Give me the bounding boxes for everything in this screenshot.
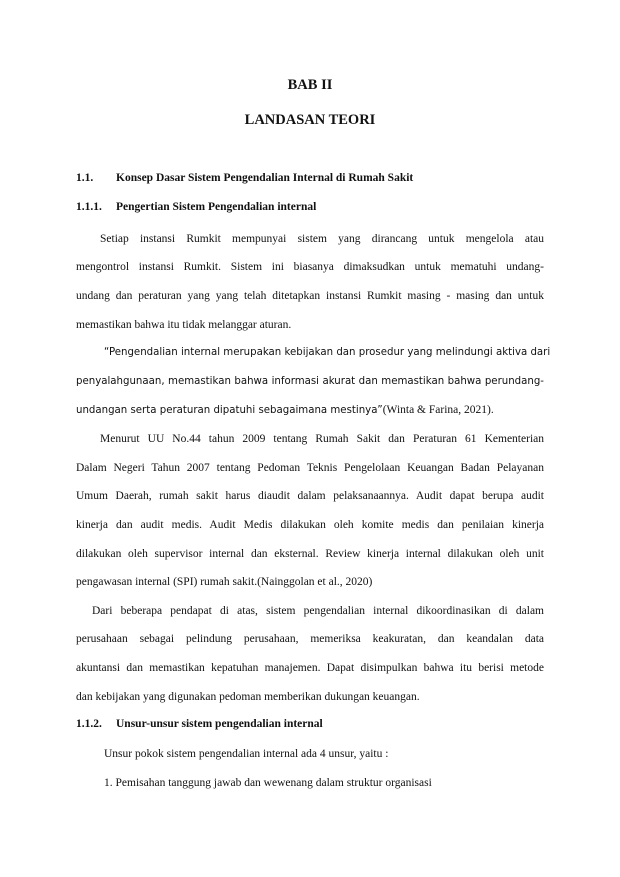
section-heading-1-1-2 [76,718,323,730]
quote-line: penyalahgunaan, memastikan bahwa informasi akurat dan memastikan bahwa perundang- [76,376,544,387]
paragraph-line: kinerja dan audit medis. Audit Medis dilakukan oleh komite medis dan penilaian kinerja [76,519,544,531]
paragraph-line: Setiap instansi Rumkit mempunyai sistem yang dirancang untuk mengelola atau [100,233,544,245]
paragraph-line: Menurut UU No.44 tahun 2009 tentang Rumah Sakit dan Peraturan 61 Kementerian [100,433,544,445]
chapter-number: BAB II [287,77,333,93]
citation: (Winta & Farina, 2021). [382,404,494,416]
paragraph-line: Dalam Negeri Tahun 2007 tentang Pedoman Teknis Pengelolaan Keuangan Badan Pelayanan [76,462,544,474]
list-item: 1. Pemisahan tanggung jawab dan wewenang dalam struktur organisasi [104,777,432,789]
quote-text: undangan serta peraturan dipatuhi sebagaimana mestinya” [76,405,383,416]
quote-line-last [76,403,544,418]
paragraph-line: dan kebijakan yang digunakan pedoman memberikan dukungan keuangan. [76,691,420,703]
paragraph-line: Dari beberapa pendapat di atas, sistem pengendalian internal dikoordinasikan di dalam [92,605,544,617]
section-title: Pengertian Sistem Pengendalian internal [116,201,317,213]
paragraph-line: dilakukan oleh supervisor internal dan eksternal. Review kinerja internal dilakukan oleh unit [76,548,544,560]
paragraph-line: Unsur pokok sistem pengendalian internal ada 4 unsur, yaitu : [104,748,389,760]
paragraph-line: pengawasan internal (SPI) rumah sakit.(Nainggolan et al., 2020) [76,576,373,588]
paragraph-line: akuntansi dan memastikan kepatuhan manajemen. Dapat disimpulkan bahwa itu berisi metode [76,662,544,674]
paragraph-line: memastikan bahwa itu tidak melanggar aturan. [76,319,292,331]
paragraph-line: undang dan peraturan yang yang telah ditetapkan instansi Rumkit masing - masing dan untuk [76,290,544,302]
section-heading-1-1-1 [76,201,316,213]
section-number: 1.1. [76,172,94,184]
section-title: Unsur-unsur sistem pengendalian internal [116,718,323,730]
section-number: 1.1.2. [76,718,102,730]
chapter-title: LANDASAN TEORI [244,112,376,128]
paragraph-line: Umum Daerah, rumah sakit harus diaudit dalam pelaksanaannya. Audit dapat berupa audit [76,490,544,502]
quote-line: “Pengendalian internal merupakan kebijakan dan prosedur yang melindungi aktiva dari [104,347,551,358]
section-heading-1-1 [76,172,413,184]
section-number: 1.1.1. [76,201,102,213]
paragraph-line: mengontrol instansi Rumkit. Sistem ini biasanya dimaksudkan untuk mematuhi undang- [76,261,544,273]
paragraph-line: perusahaan sebagai pelindung perusahaan, memeriksa keakuratan, dan keandalan data [76,633,544,645]
section-title: Konsep Dasar Sistem Pengendalian Internal di Rumah Sakit [116,172,414,184]
